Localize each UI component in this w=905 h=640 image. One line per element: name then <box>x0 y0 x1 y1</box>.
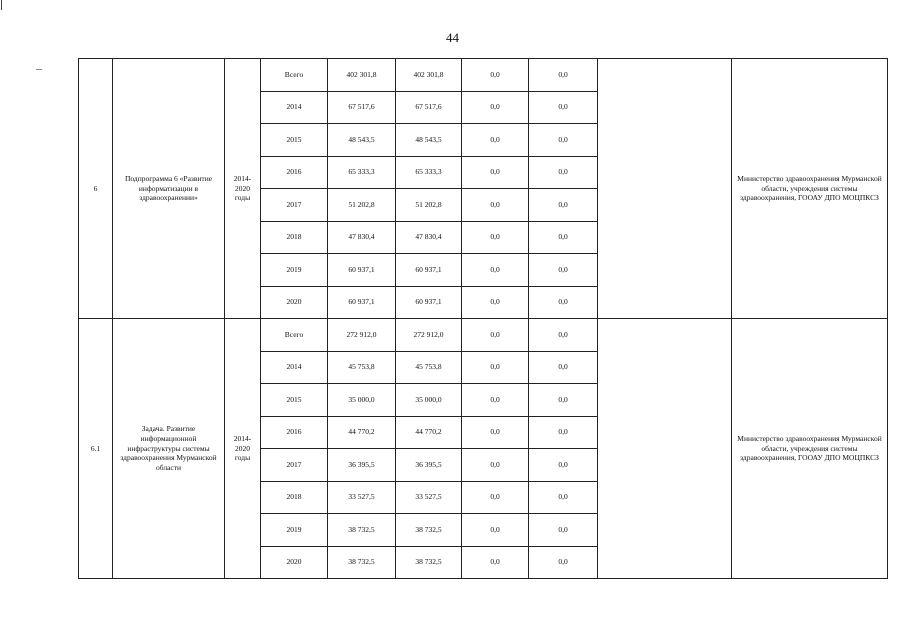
federal-budget-amount: 0,0 <box>462 384 529 417</box>
federal-budget-amount: 0,0 <box>462 416 529 449</box>
extrabudgetary-amount: 0,0 <box>529 416 598 449</box>
total-amount: 45 753,8 <box>328 351 396 384</box>
year-label: Всего <box>261 319 328 352</box>
funding-table-body <box>79 59 888 579</box>
regional-budget-amount: 38 732,5 <box>396 514 462 547</box>
year-label: 2014 <box>261 91 328 124</box>
year-label: Всего <box>261 59 328 92</box>
extrabudgetary-amount: 0,0 <box>529 59 598 92</box>
total-amount: 44 770,2 <box>328 416 396 449</box>
extrabudgetary-amount: 0,0 <box>529 514 598 547</box>
extrabudgetary-amount: 0,0 <box>529 221 598 254</box>
federal-budget-amount: 0,0 <box>462 514 529 547</box>
year-label: 2015 <box>261 124 328 157</box>
total-amount: 402 301,8 <box>328 59 396 92</box>
funding-table <box>78 58 888 579</box>
year-label: 2020 <box>261 546 328 579</box>
total-amount: 67 517,6 <box>328 91 396 124</box>
total-amount: 33 527,5 <box>328 481 396 514</box>
total-amount: 38 732,5 <box>328 546 396 579</box>
extrabudgetary-amount: 0,0 <box>529 286 598 319</box>
regional-budget-amount: 45 753,8 <box>396 351 462 384</box>
year-label: 2014 <box>261 351 328 384</box>
extrabudgetary-amount: 0,0 <box>529 481 598 514</box>
regional-budget-amount: 67 517,6 <box>396 91 462 124</box>
year-label: 2015 <box>261 384 328 417</box>
section-code: 6.1 <box>79 319 113 579</box>
total-amount: 65 333,3 <box>328 156 396 189</box>
total-amount: 35 000,0 <box>328 384 396 417</box>
section-name: Подпрограмма 6 «Развитие информатизации в здравоохранении» <box>113 59 225 319</box>
responsible-agency: Министерство здравоохранения Мурманской области, учреждения системы здравоохранения, ГООАУ ДПО МОЦПКСЗ <box>732 319 888 579</box>
page-number: 44 <box>446 30 459 45</box>
scan-corner-mark <box>1 0 2 10</box>
federal-budget-amount: 0,0 <box>462 221 529 254</box>
federal-budget-amount: 0,0 <box>462 124 529 157</box>
responsible-agency: Министерство здравоохранения Мурманской области, учреждения системы здравоохранения, ГООАУ ДПО МОЦПКСЗ <box>732 59 888 319</box>
total-amount: 272 912,0 <box>328 319 396 352</box>
year-label: 2018 <box>261 221 328 254</box>
regional-budget-amount: 51 202,8 <box>396 189 462 222</box>
regional-budget-amount: 38 732,5 <box>396 546 462 579</box>
regional-budget-amount: 44 770,2 <box>396 416 462 449</box>
regional-budget-amount: 60 937,1 <box>396 254 462 287</box>
regional-budget-amount: 60 937,1 <box>396 286 462 319</box>
federal-budget-amount: 0,0 <box>462 481 529 514</box>
table-row <box>79 319 888 352</box>
regional-budget-amount: 36 395,5 <box>396 449 462 482</box>
regional-budget-amount: 33 527,5 <box>396 481 462 514</box>
federal-budget-amount: 0,0 <box>462 254 529 287</box>
federal-budget-amount: 0,0 <box>462 156 529 189</box>
total-amount: 36 395,5 <box>328 449 396 482</box>
regional-budget-amount: 35 000,0 <box>396 384 462 417</box>
federal-budget-amount: 0,0 <box>462 351 529 384</box>
extrabudgetary-amount: 0,0 <box>529 351 598 384</box>
year-label: 2019 <box>261 514 328 547</box>
section-period: 2014-2020 годы <box>225 59 261 319</box>
regional-budget-amount: 272 912,0 <box>396 319 462 352</box>
extrabudgetary-amount: 0,0 <box>529 254 598 287</box>
federal-budget-amount: 0,0 <box>462 189 529 222</box>
extrabudgetary-amount: 0,0 <box>529 189 598 222</box>
federal-budget-amount: 0,0 <box>462 546 529 579</box>
year-label: 2017 <box>261 449 328 482</box>
total-amount: 51 202,8 <box>328 189 396 222</box>
year-label: 2017 <box>261 189 328 222</box>
empty-column-cell <box>598 319 732 579</box>
regional-budget-amount: 48 543,5 <box>396 124 462 157</box>
year-label: 2019 <box>261 254 328 287</box>
extrabudgetary-amount: 0,0 <box>529 91 598 124</box>
federal-budget-amount: 0,0 <box>462 59 529 92</box>
federal-budget-amount: 0,0 <box>462 286 529 319</box>
total-amount: 48 543,5 <box>328 124 396 157</box>
federal-budget-amount: 0,0 <box>462 319 529 352</box>
extrabudgetary-amount: 0,0 <box>529 546 598 579</box>
year-label: 2016 <box>261 416 328 449</box>
extrabudgetary-amount: 0,0 <box>529 384 598 417</box>
federal-budget-amount: 0,0 <box>462 91 529 124</box>
total-amount: 47 830,4 <box>328 221 396 254</box>
extrabudgetary-amount: 0,0 <box>529 449 598 482</box>
total-amount: 60 937,1 <box>328 286 396 319</box>
regional-budget-amount: 47 830,4 <box>396 221 462 254</box>
extrabudgetary-amount: 0,0 <box>529 319 598 352</box>
year-label: 2020 <box>261 286 328 319</box>
table-row <box>79 59 888 92</box>
regional-budget-amount: 402 301,8 <box>396 59 462 92</box>
year-label: 2018 <box>261 481 328 514</box>
year-label: 2016 <box>261 156 328 189</box>
empty-column-cell <box>598 59 732 319</box>
section-name: Задача. Развитие информационной инфраструктуры системы здравоохранения Мурманской области <box>113 319 225 579</box>
section-code: 6 <box>79 59 113 319</box>
extrabudgetary-amount: 0,0 <box>529 124 598 157</box>
margin-mark <box>36 69 42 70</box>
regional-budget-amount: 65 333,3 <box>396 156 462 189</box>
federal-budget-amount: 0,0 <box>462 449 529 482</box>
extrabudgetary-amount: 0,0 <box>529 156 598 189</box>
total-amount: 60 937,1 <box>328 254 396 287</box>
section-period: 2014-2020 годы <box>225 319 261 579</box>
total-amount: 38 732,5 <box>328 514 396 547</box>
